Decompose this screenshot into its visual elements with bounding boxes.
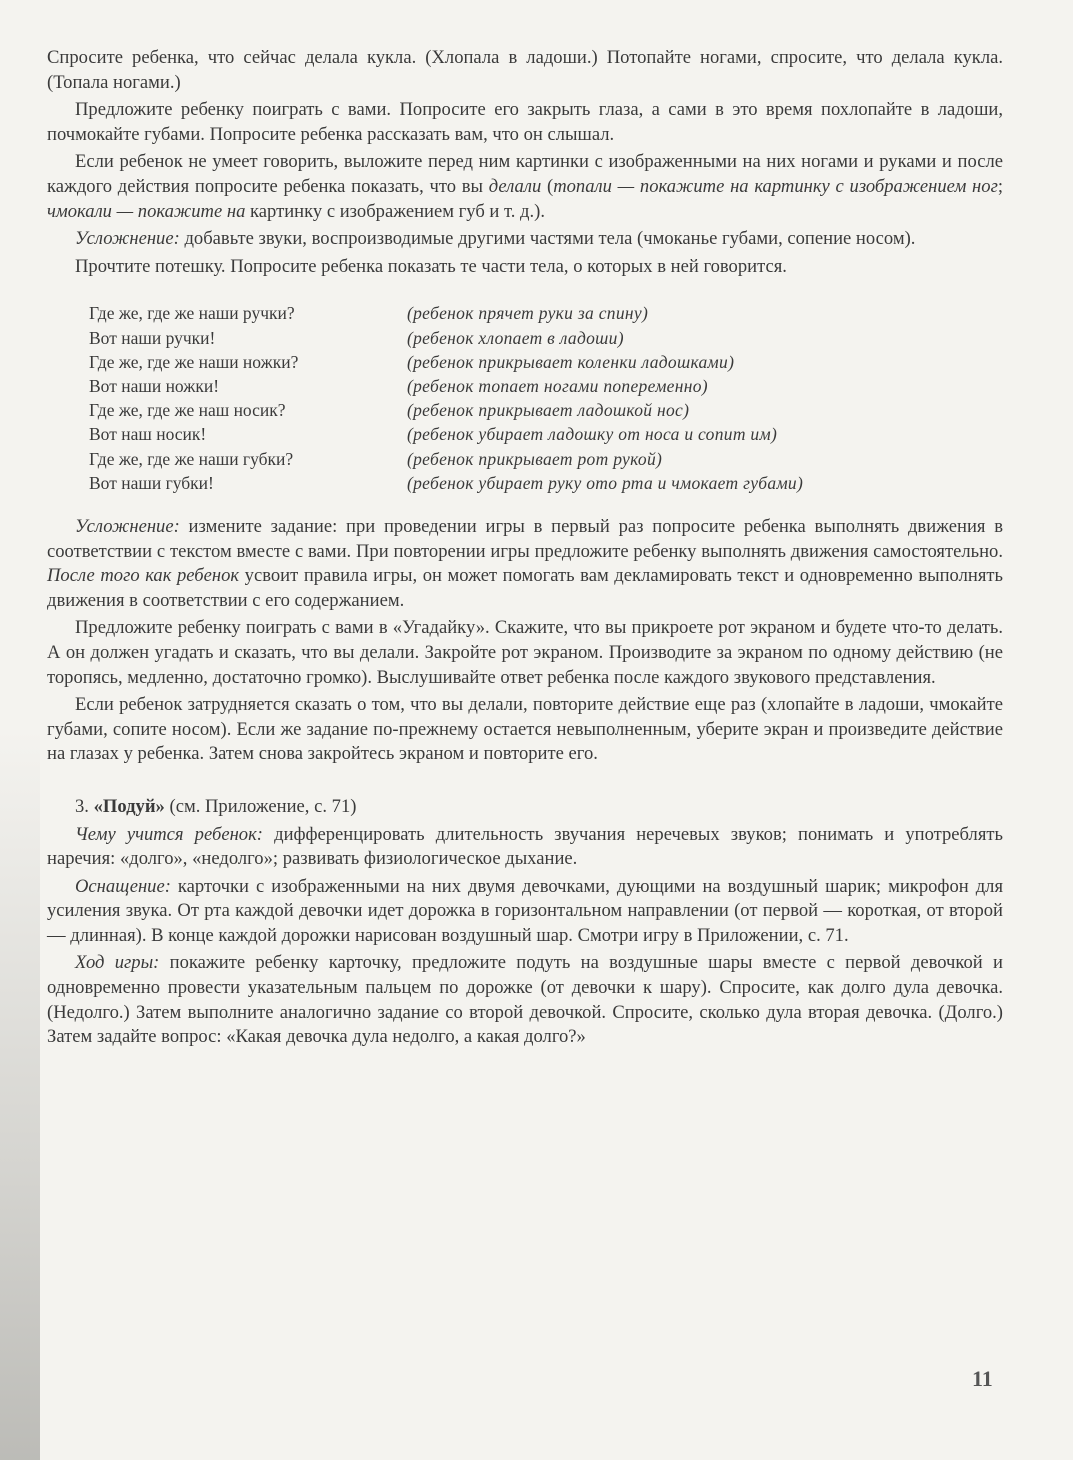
section-heading [47,795,1003,820]
text-segment: покажите ребенку карточку, предложите подуть на воздушные шары вместе с первой девочкой и одновременно провести указательным пальцем по дорожке (от девочки к шару). Спросите, как долго дула девочка. (Недолго.) Затем выполните аналогично задание со второй девочкой. Спросите, сколько дула вторая девочка. (Долго.) Затем задайте вопрос: «Какая девочка дула недолго, а какая долго?» [47,952,1003,1048]
text-segment: Предложите ребенку поиграть с вами. Попросите его закрыть глаза, а сами в это время похлопайте в ладоши, почмокайте губами. Попросите ребенка рассказать вам, что он слышал. [47,99,1003,145]
poem-line: Где же, где же наши губки? [89,448,294,469]
text-segment: Если ребенок затрудняется сказать о том, что вы делали, повторите действие еще раз (хлопайте в ладоши, чмокайте губами, сопите носом). Если же задание по-прежнему остается невыполненным, уберите экран и произведите действие на глазах у ребенка. Затем снова закройтесь экраном и повторите его. [47,694,1003,765]
italic-text: чмокали — покажите на [47,200,246,222]
text-segment: дифференцировать длительность звучания неречевых звуков; понимать и употреблять наречия: «долго», «недолго»; развивать физиологическое дыхание. [47,823,1003,870]
text-segment: Прочтите потешку. Попросите ребенка показать те части тела, о которых в ней говорится. [75,255,787,277]
section-reference: (см. Приложение, с. 71) [169,795,357,817]
paragraph [47,98,1003,147]
text-block-top [47,46,1003,279]
poem-action: (ребенок прикрывает ладошкой нос) [407,400,690,421]
italic-text: Усложнение: [75,228,180,250]
section-number: 3. [75,795,89,817]
paragraph [47,875,1003,949]
document-page [47,46,1003,1053]
page-number: 11 [972,1366,993,1391]
poem-line: Вот наши ручки! [89,327,216,348]
nursery-rhyme [89,301,1003,495]
poem-row [89,374,1003,398]
text-segment: Предложите ребенку поиграть с вами в «Угадайку». Скажите, что вы прикроете рот экраном и будете что-то делать. А он должен угадать и сказать, что вы делали. Закройте рот экраном. Производите за экраном по одному действию (не торопясь, медленно, достаточно громко). Выслушивайте ответ ребенка после каждого звукового представления. [47,617,1003,688]
poem-line: Где же, где же наши ножки? [89,351,299,372]
poem-action: (ребенок убирает руку ото рта и чмокает губами) [407,472,804,493]
poem-action: (ребенок прячет руки за спину) [407,303,649,324]
poem-action: (ребенок топает ногами попеременно) [407,375,708,396]
text-block-section [47,823,1003,1050]
poem-action: (ребенок хлопает в ладоши) [407,327,624,348]
paragraph [47,255,1003,280]
text-segment: картинку с изображением губ и т. д.). [245,200,545,222]
paragraph [47,693,1003,767]
paragraph [47,951,1003,1049]
poem-line: Вот наши губки! [89,472,214,493]
italic-text: топали — покажите на картинку с изображением ног [553,175,998,197]
italic-text: Ход игры: [75,952,160,974]
poem-row [89,447,1003,471]
italic-text: Оснащение: [75,875,171,897]
text-segment: усвоит правила игры, он может помогать вам декламировать текст и одновременно выполнять движения в соответствии с его содержанием. [47,565,1003,611]
poem-line: Где же, где же наш носик? [89,400,286,421]
text-segment: ; [997,175,1004,197]
scan-edge-shadow [0,0,40,1460]
paragraph [47,515,1003,613]
paragraph [47,616,1003,690]
poem-row [89,471,1003,495]
text-block-middle [47,515,1003,767]
italic-text: Чему учится ребенок: [75,823,263,845]
poem-line: Вот наш носик! [89,424,207,445]
paragraph [47,46,1003,95]
text-segment: Если ребенок не умеет говорить, выложите перед ним картинки с изображенными на них ногами и руками и после каждого действия попросите ребенка показать, что вы [47,151,1003,197]
italic-text: Усложнение: [75,515,180,537]
italic-text: делали [488,175,542,197]
poem-line: Вот наши ножки! [89,375,220,396]
poem-action: (ребенок прикрывает коленки ладошками) [407,351,735,372]
paragraph [47,823,1003,872]
poem-row [89,350,1003,374]
poem-row [89,398,1003,422]
text-segment: ( [541,175,554,197]
text-segment: карточки с изображенными на них двумя девочками, дующими на воздушный шарик; микрофон для усиления звука. От рта каждой девочки идет дорожка в горизонтальном направлении (от первой — короткая, от второй — длинная). В конце каждой дорожки нарисован воздушный шар. Смотри игру в Приложении, с. 71. [47,875,1003,946]
paragraph [47,150,1003,224]
section-title: «Подуй» [93,795,165,817]
text-segment: Спросите ребенка, что сейчас делала кукла. (Хлопала в ладоши.) Потопайте ногами, спросите, что делала кукла. (Топала ногами.) [47,47,1003,93]
poem-line: Где же, где же наши ручки? [89,303,295,324]
poem-row [89,301,1003,325]
poem-row [89,326,1003,350]
poem-action: (ребенок убирает ладошку от носа и сопит им) [407,424,778,445]
poem-row [89,422,1003,446]
poem-action: (ребенок прикрывает рот рукой) [407,448,663,469]
italic-text: После того как ребенок [47,565,240,587]
text-segment: измените задание: при проведении игры в первый раз попросите ребенка выполнять движения в соответствии с текстом вместе с вами. При повторении игры предложите ребенку выполнять движения самостоятельно. [47,515,1003,562]
text-segment: добавьте звуки, воспроизводимые другими частями тела (чмоканье губами, сопение носом). [179,228,916,250]
paragraph [47,227,1003,252]
